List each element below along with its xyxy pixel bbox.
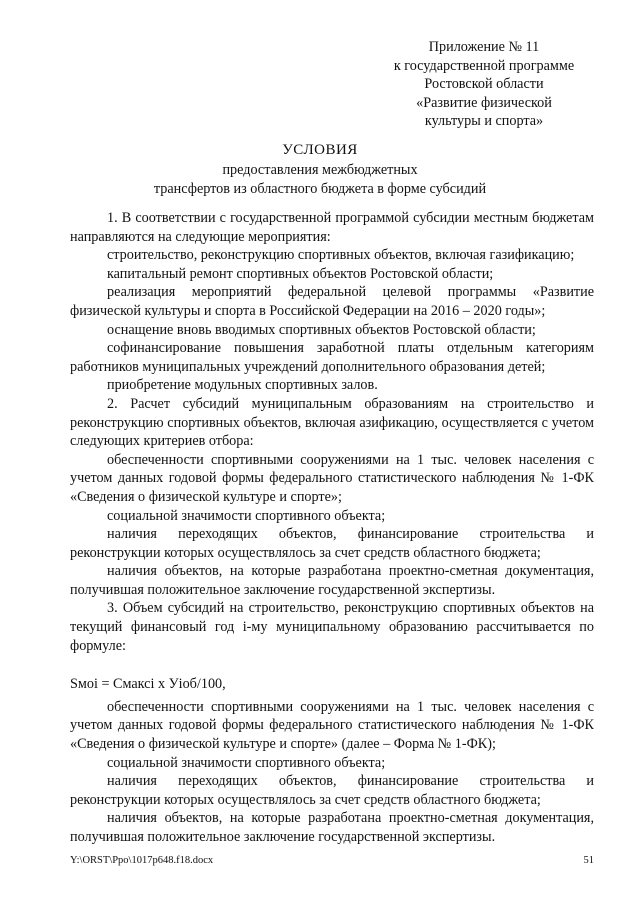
page-footer: [70, 855, 594, 867]
paragraph: обеспеченности спортивными сооружениями на 1 тыс. человек населения с учетом данных годовой формы федерального статистического наблюдения № 1-ФК «Сведения о физической культуре и спорте» (далее – Форма № 1-ФК);: [70, 698, 594, 753]
appendix-header: [364, 38, 604, 131]
paragraph: строительство, реконструкцию спортивных объектов, включая газификацию;: [107, 247, 575, 264]
paragraph: 1. В соответствии с государственной программой субсидии местным бюджетам направляются на следующие мероприятия:: [70, 210, 594, 245]
document-title: УСЛОВИЯ: [282, 142, 358, 158]
paragraph: обеспеченности спортивными сооружениями на 1 тыс. человек населения с учетом данных годовой формы федерального статистического наблюдения № 1-ФК «Сведения о физической культуре и спорте»;: [70, 451, 594, 505]
subtitle-line: трансфертов из областного бюджета в форме субсидий: [153, 180, 487, 197]
paragraph: наличия объектов, на которые разработана проектно-сметная документация, получившая положительное заключение государственной экспертизы.: [70, 810, 594, 845]
appendix-line: «Развитие физической: [416, 94, 552, 111]
document-body: [70, 209, 594, 847]
paragraph: оснащение вновь вводимых спортивных объектов Ростовской области;: [107, 321, 536, 338]
paragraph: социальной значимости спортивного объекта;: [107, 754, 386, 771]
subtitle-line: предоставления межбюджетных: [222, 162, 418, 178]
paragraph: 3. Объем субсидий на строительство, реконструкцию спортивных объектов на текущий финансовый год i-му муниципальному образованию рассчитывается по формуле:: [70, 600, 594, 654]
formula: Sмoi = Смаксi x Уioб/100,: [70, 676, 226, 693]
paragraph: социальной значимости спортивного объекта;: [107, 507, 386, 524]
paragraph: наличия объектов, на которые разработана проектно-сметная документация, получившая положительное заключение государственной экспертизы.: [70, 563, 594, 598]
appendix-line: Ростовской области: [424, 76, 544, 93]
document-subtitle: [0, 161, 640, 198]
paragraph: 2. Расчет субсидий муниципальным образованиям на строительство и реконструкцию спортивных объектов, включая азификацию, осуществляется с учетом следующих критериев отбора:: [70, 395, 594, 450]
file-path: Y:\ORST\Ppo\1017p648.f18.docx: [70, 855, 214, 866]
appendix-line: культуры и спорта»: [424, 113, 544, 130]
paragraph: капитальный ремонт спортивных объектов Ростовской области;: [107, 265, 494, 282]
paragraph: наличия переходящих объектов, финансирование строительства и реконструкции которых осуществлялось за счет средств областного бюджета;: [70, 773, 594, 808]
paragraph: реализация мероприятий федеральной целевой программы «Развитие физической культуры и спорта в Российской Федерации на 2016 – 2020 годы»;: [70, 284, 594, 319]
paragraph: наличия переходящих объектов, финансирование строительства и реконструкции которых осуществлялось за счет средств областного бюджета;: [70, 526, 594, 561]
appendix-line: Приложение № 11: [428, 39, 540, 55]
appendix-line: к государственной программе: [393, 57, 575, 74]
paragraph: софинансирование повышения заработной платы отдельным категориям работников муниципальных учреждений дополнительного образования детей;: [70, 340, 594, 375]
paragraph: приобретение модульных спортивных залов.: [107, 377, 378, 394]
page-number: 51: [583, 855, 594, 866]
